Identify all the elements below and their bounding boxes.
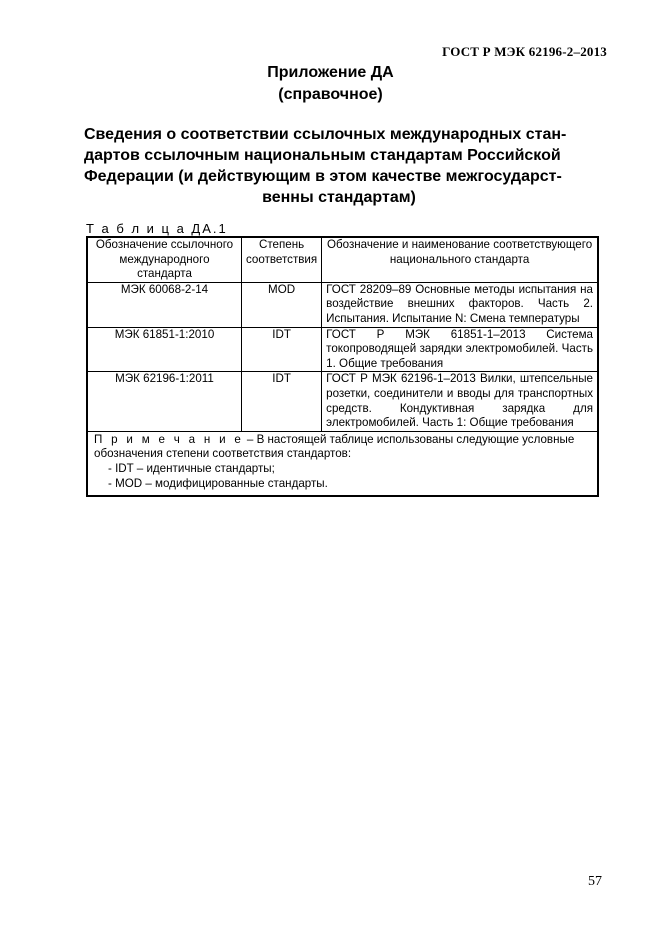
cell-national-standard: ГОСТ Р МЭК 62196-1–2013 Вилки, штепсельные розетки, соединители и вводы для транспортных средств. Кондуктивная зарядка для электромобилей. Часть 1: Общие требования: [322, 372, 598, 431]
note-text: [94, 433, 593, 462]
note-item: - IDT – идентичные стандарты;: [108, 461, 275, 475]
page-number: 57: [588, 874, 602, 889]
table-caption: Т а б л и ц а ДА.1: [86, 221, 228, 236]
document-code: ГОСТ Р МЭК 62196-2–2013: [442, 44, 607, 59]
section-title-line: дартов ссылочным национальным стандартам Российской: [84, 147, 561, 164]
header-national-standard: Обозначение и наименование соответствующего национального стандарта: [322, 237, 598, 282]
section-title-line: венны стандартам): [262, 189, 416, 206]
cell-degree: MOD: [242, 282, 322, 327]
section-title: [84, 124, 594, 208]
cell-degree: IDT: [242, 327, 322, 372]
section-title-line: Федерации (и действующим в этом качестве межгосударст-: [84, 168, 562, 185]
note-label: П р и м е ч а н и е: [94, 432, 244, 446]
cell-intl-standard: МЭК 61851-1:2010: [87, 327, 242, 372]
cell-degree: IDT: [242, 372, 322, 431]
appendix-title: Приложение ДА: [267, 64, 394, 81]
cell-intl-standard: МЭК 60068-2-14: [87, 282, 242, 327]
section-title-line: Сведения о соответствии ссылочных международных стан-: [84, 126, 567, 143]
correspondence-table: [86, 236, 599, 497]
table-row: [87, 282, 598, 327]
table-note-row: [87, 431, 598, 496]
appendix-subtitle: (справочное): [278, 86, 383, 103]
table-row: [87, 372, 598, 431]
table-note: [87, 431, 598, 496]
cell-national-standard: ГОСТ Р МЭК 61851-1–2013 Система токопроводящей зарядки электромобилей. Часть 1. Общие требования: [322, 327, 598, 372]
note-item: - MOD – модифицированные стандарты.: [108, 476, 328, 490]
table-row: [87, 327, 598, 372]
cell-intl-standard: МЭК 62196-1:2011: [87, 372, 242, 431]
table-header-row: [87, 237, 598, 282]
cell-national-standard: ГОСТ 28209–89 Основные методы испытания на воздействие внешних факторов. Часть 2. Испытания. Испытание N: Смена температуры: [322, 282, 598, 327]
header-intl-standard: Обозначение ссылочного международного стандарта: [87, 237, 242, 282]
header-degree: Степень соответствия: [242, 237, 322, 282]
note-body: – В настоящей таблице использованы следующие условные обозначения степени соответствия стандартов:: [94, 432, 575, 461]
